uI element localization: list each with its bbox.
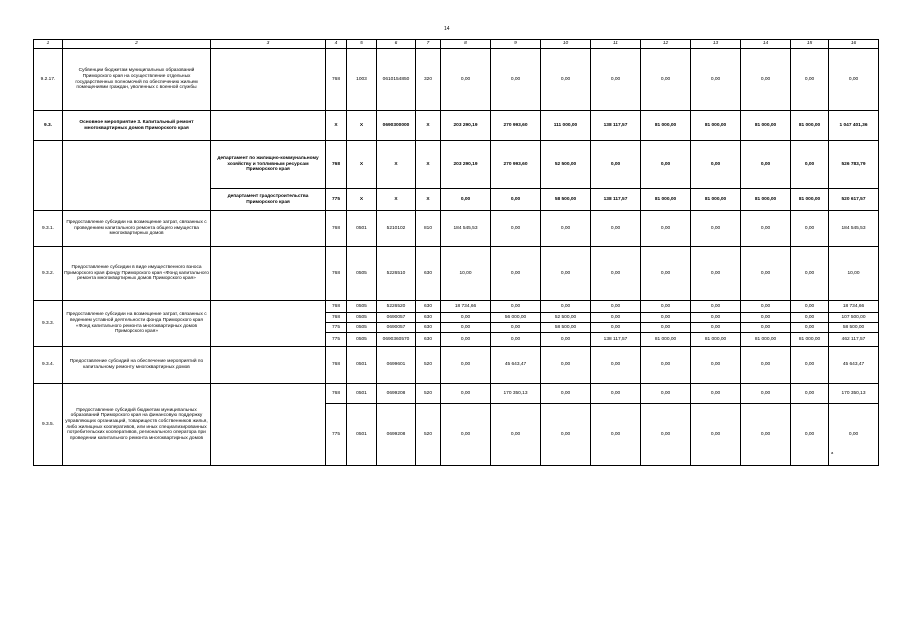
- cell-val: 184 545,53: [441, 211, 491, 247]
- cell-val: 0,00: [441, 49, 491, 111]
- cell-val: 0,00: [441, 313, 491, 323]
- cell-val: 0,00: [641, 247, 691, 301]
- cell-c6: 5226520: [377, 301, 416, 313]
- cell-val: 526 783,79: [829, 141, 879, 189]
- cell-c6: Х: [377, 189, 416, 211]
- cell-c7: 320: [416, 49, 441, 111]
- cell-val: 45 643,47: [829, 347, 879, 384]
- table-row: [34, 347, 879, 384]
- cell-val: 0,00: [741, 404, 791, 466]
- cell-val: 138 117,57: [591, 189, 641, 211]
- row-executor: [211, 111, 326, 141]
- column-header: 12: [641, 40, 691, 49]
- cell-val: 0,00: [741, 247, 791, 301]
- cell-val: 0,00: [791, 49, 829, 111]
- row-executor: [211, 301, 326, 347]
- cell-val: 18 734,66: [441, 301, 491, 313]
- cell-val: 0,00: [591, 347, 641, 384]
- cell-val: 0,00: [591, 49, 641, 111]
- cell-val: 270 993,60: [491, 111, 541, 141]
- cell-val: 81 000,00: [741, 189, 791, 211]
- cell-c4: 768: [326, 384, 347, 404]
- row-executor: департамент градостроительства Приморского края: [211, 189, 326, 211]
- cell-val: 0,00: [541, 49, 591, 111]
- cell-val: 81 000,00: [791, 189, 829, 211]
- cell-c6: 0690057: [377, 323, 416, 333]
- cell-val: 0,00: [741, 301, 791, 313]
- cell-val: 0,00: [641, 347, 691, 384]
- cell-c5: 0505: [347, 313, 377, 323]
- column-header: 7: [416, 40, 441, 49]
- cell-val: 111 000,00: [541, 111, 591, 141]
- cell-c7: 520: [416, 347, 441, 384]
- cell-val: 0,00: [541, 384, 591, 404]
- cell-c5: 0501: [347, 404, 377, 466]
- cell-val: 203 290,19: [441, 111, 491, 141]
- column-header: 15: [791, 40, 829, 49]
- cell-val: 0,00: [591, 404, 641, 466]
- cell-val: 0,00: [691, 247, 741, 301]
- column-header: 16: [829, 40, 879, 49]
- cell-val: 81 000,00: [691, 111, 741, 141]
- cell-val: 0,00: [541, 301, 591, 313]
- cell-val: 0,00: [491, 211, 541, 247]
- table-row: [34, 189, 879, 211]
- column-header: 13: [691, 40, 741, 49]
- column-header: 10: [541, 40, 591, 49]
- row-name: Субвенции бюджетам муниципальных образований Приморского края на осуществление отдельных государственных полномочий по обеспечению жильем помещениями граждан, уволенных с военной службы: [63, 49, 211, 111]
- page-number: 14: [444, 26, 450, 32]
- cell-c5: 0501: [347, 347, 377, 384]
- cell-c4: 768: [326, 301, 347, 313]
- cell-val: 520 617,57: [829, 189, 879, 211]
- row-number: [34, 189, 63, 211]
- cell-val: 0,00: [441, 347, 491, 384]
- cell-c7: 520: [416, 404, 441, 466]
- cell-val: 81 000,00: [641, 189, 691, 211]
- cell-c5: 0505: [347, 301, 377, 313]
- row-number: 9.3.4.: [34, 347, 63, 384]
- cell-val: 0,00: [491, 404, 541, 466]
- cell-c5: 0505: [347, 323, 377, 333]
- cell-val: 0,00: [791, 247, 829, 301]
- row-executor: [211, 384, 326, 466]
- cell-val: 0,00: [541, 211, 591, 247]
- cell-c6: 5226510: [377, 247, 416, 301]
- table-row: [34, 111, 879, 141]
- cell-val: 0,00: [591, 323, 641, 333]
- table-row: [34, 49, 879, 111]
- cell-c4: Х: [326, 111, 347, 141]
- cell-c4: 775: [326, 333, 347, 347]
- row-number: 9.3.: [34, 111, 63, 141]
- cell-val: 0,00: [791, 313, 829, 323]
- cell-c7: 630: [416, 313, 441, 323]
- cell-c7: Х: [416, 189, 441, 211]
- column-header: 11: [591, 40, 641, 49]
- row-name: Предоставление субсидий бюджетам муниципальных образований Приморского края на финансовую поддержку управляющих организаций, товариществ собственников жилья, либо жилищных кооперативов, или иных специализированных потребительских кооперативов, регионального оператора при проведении капитального ремонта многоквартирных домов: [63, 384, 211, 466]
- row-name: [63, 189, 211, 211]
- cell-val: 0,00: [791, 323, 829, 333]
- table-row: [34, 247, 879, 301]
- cell-val: 56 000,00: [491, 313, 541, 323]
- cell-val: 0,00: [491, 49, 541, 111]
- cell-c7: 630: [416, 333, 441, 347]
- cell-c6: 0690360570: [377, 333, 416, 347]
- cell-val: 0,00: [541, 404, 591, 466]
- row-executor: департамент по жилищно-коммунальному хозяйству и топливным ресурсам Приморского края: [211, 141, 326, 189]
- row-name: [63, 141, 211, 189]
- cell-val: 1 047 401,36: [829, 111, 879, 141]
- cell-val: 0,00: [791, 347, 829, 384]
- cell-val: 138 117,57: [591, 333, 641, 347]
- cell-val: 0,00: [791, 141, 829, 189]
- column-header: 6: [377, 40, 416, 49]
- cell-val: 0,00: [641, 404, 691, 466]
- cell-c5: Х: [347, 189, 377, 211]
- cell-c5: 0505: [347, 333, 377, 347]
- cell-c7: 630: [416, 247, 441, 301]
- cell-val: 0,00: [591, 247, 641, 301]
- cell-val: 203 290,19: [441, 141, 491, 189]
- cell-c7: 630: [416, 323, 441, 333]
- column-header: 8: [441, 40, 491, 49]
- column-header: 1: [34, 40, 63, 49]
- cell-val: 45 643,47: [491, 347, 541, 384]
- cell-val: 0,00: [441, 189, 491, 211]
- row-name: Предоставление субсидий на обеспечение мероприятий по капитальному ремонту многоквартирных домов: [63, 347, 211, 384]
- row-number: 9.3.5.: [34, 384, 63, 466]
- cell-c4: 768: [326, 141, 347, 189]
- cell-val: 0,00: [741, 49, 791, 111]
- cell-val: 0,00: [641, 323, 691, 333]
- cell-val: 0,00: [491, 247, 541, 301]
- cell-val: 52 500,00: [541, 141, 591, 189]
- cell-val: 81 000,00: [791, 333, 829, 347]
- cell-val: 462 117,57: [829, 333, 879, 347]
- cell-val: 0,00: [641, 313, 691, 323]
- cell-val: 0,00: [741, 384, 791, 404]
- cell-val: 58 500,00: [829, 323, 879, 333]
- cell-c6: 5210102: [377, 211, 416, 247]
- row-number: [34, 141, 63, 189]
- cell-val: 0,00: [829, 404, 879, 466]
- table-row: [34, 301, 879, 313]
- table-row: [34, 211, 879, 247]
- cell-val: 0,00: [691, 211, 741, 247]
- cell-val: 81 000,00: [741, 111, 791, 141]
- cell-val: 0,00: [491, 333, 541, 347]
- cell-val: 0,00: [441, 384, 491, 404]
- cell-c5: Х: [347, 111, 377, 141]
- cell-val: 107 500,00: [829, 313, 879, 323]
- cell-c6: 0699601: [377, 347, 416, 384]
- row-number: 9.3.2.: [34, 247, 63, 301]
- cell-val: 58 500,00: [541, 323, 591, 333]
- cell-c4: 768: [326, 211, 347, 247]
- column-header: 14: [741, 40, 791, 49]
- cell-val: 0,00: [491, 323, 541, 333]
- row-number: 9.3.3.: [34, 301, 63, 347]
- column-header: 4: [326, 40, 347, 49]
- header-row: [34, 40, 879, 49]
- row-name: Предоставление субсидии в виде имущественного взноса Приморского края фонду Приморского края «Фонд капитального ремонта многоквартирных домов Приморского края»: [63, 247, 211, 301]
- cell-c5: 0501: [347, 211, 377, 247]
- cell-val: 81 000,00: [691, 333, 741, 347]
- row-executor: [211, 211, 326, 247]
- cell-c4: 775: [326, 404, 347, 466]
- cell-val: 0,00: [541, 333, 591, 347]
- row-number: 9.3.1.: [34, 211, 63, 247]
- cell-val: 0,00: [741, 141, 791, 189]
- cell-val: 0,00: [441, 323, 491, 333]
- cell-val: 0,00: [591, 141, 641, 189]
- cell-c6: Х: [377, 141, 416, 189]
- cell-c5: Х: [347, 141, 377, 189]
- table-row: [34, 384, 879, 404]
- cell-val: 0,00: [829, 49, 879, 111]
- cell-val: 0,00: [591, 211, 641, 247]
- cell-val: 0,00: [491, 301, 541, 313]
- cell-c6: 0699208: [377, 384, 416, 404]
- cell-val: 0,00: [591, 313, 641, 323]
- column-header: 3: [211, 40, 326, 49]
- cell-val: 0,00: [741, 323, 791, 333]
- cell-val: 0,00: [641, 141, 691, 189]
- cell-val: 81 000,00: [741, 333, 791, 347]
- cell-val: 10,00: [441, 247, 491, 301]
- cell-val: 0,00: [641, 211, 691, 247]
- cell-c6: 0690300000: [377, 111, 416, 141]
- cell-c7: 630: [416, 301, 441, 313]
- row-executor: [211, 49, 326, 111]
- cell-c7: Х: [416, 141, 441, 189]
- cell-c7: 520: [416, 384, 441, 404]
- cell-c5: 1003: [347, 49, 377, 111]
- cell-c6: 0610154850: [377, 49, 416, 111]
- row-number: 9.2.17.: [34, 49, 63, 111]
- cell-val: 0,00: [741, 347, 791, 384]
- row-executor: [211, 247, 326, 301]
- cell-val: 58 500,00: [541, 189, 591, 211]
- cell-val: 170 350,13: [491, 384, 541, 404]
- cell-c7: Х: [416, 111, 441, 141]
- cell-val: 0,00: [491, 189, 541, 211]
- cell-val: 0,00: [591, 384, 641, 404]
- cell-val: 0,00: [441, 333, 491, 347]
- corner-mark: a: [831, 450, 834, 455]
- cell-val: 0,00: [691, 404, 741, 466]
- cell-val: 0,00: [641, 49, 691, 111]
- cell-val: 0,00: [691, 323, 741, 333]
- cell-c4: 768: [326, 347, 347, 384]
- cell-c4: 768: [326, 49, 347, 111]
- cell-val: 81 000,00: [641, 111, 691, 141]
- cell-val: 0,00: [691, 384, 741, 404]
- cell-c5: 0501: [347, 384, 377, 404]
- cell-c4: 768: [326, 313, 347, 323]
- cell-c4: 775: [326, 323, 347, 333]
- cell-val: 0,00: [641, 301, 691, 313]
- cell-val: 138 117,57: [591, 111, 641, 141]
- cell-val: 0,00: [791, 404, 829, 466]
- cell-val: 10,00: [829, 247, 879, 301]
- column-header: 2: [63, 40, 211, 49]
- cell-val: 170 350,13: [829, 384, 879, 404]
- cell-val: 0,00: [691, 141, 741, 189]
- cell-val: 0,00: [691, 313, 741, 323]
- cell-val: 0,00: [691, 347, 741, 384]
- cell-val: 0,00: [541, 247, 591, 301]
- cell-val: 0,00: [741, 313, 791, 323]
- budget-table: [33, 39, 879, 466]
- cell-val: 270 993,60: [491, 141, 541, 189]
- cell-val: 52 500,00: [541, 313, 591, 323]
- cell-val: 0,00: [691, 49, 741, 111]
- cell-c5: 0505: [347, 247, 377, 301]
- row-executor: [211, 347, 326, 384]
- cell-val: 0,00: [691, 301, 741, 313]
- cell-val: 0,00: [791, 211, 829, 247]
- cell-val: 0,00: [741, 211, 791, 247]
- cell-c4: 775: [326, 189, 347, 211]
- table-row: [34, 141, 879, 189]
- cell-val: 81 000,00: [791, 111, 829, 141]
- cell-c6: 0690057: [377, 313, 416, 323]
- cell-val: 0,00: [591, 301, 641, 313]
- row-name: Предоставление субсидии на возмещение затрат, связанных с ведением уставной деятельности фонда Приморского края «Фонд капитального ремонта многоквартирных домов Приморского края»: [63, 301, 211, 347]
- cell-val: 81 000,00: [691, 189, 741, 211]
- cell-c6: 0699208: [377, 404, 416, 466]
- cell-c7: 810: [416, 211, 441, 247]
- cell-val: 0,00: [791, 301, 829, 313]
- column-header: 9: [491, 40, 541, 49]
- cell-val: 81 000,00: [641, 333, 691, 347]
- cell-val: 0,00: [441, 404, 491, 466]
- cell-val: 0,00: [791, 384, 829, 404]
- cell-val: 184 545,53: [829, 211, 879, 247]
- row-name: Предоставление субсидии на возмещение затрат, связанных с проведением капитального ремонта общего имущества многоквартирных домов: [63, 211, 211, 247]
- cell-c4: 768: [326, 247, 347, 301]
- cell-val: 18 734,66: [829, 301, 879, 313]
- cell-val: 0,00: [541, 347, 591, 384]
- row-name: Основное мероприятие 3. Капитальный ремонт многоквартирных домов Приморского края: [63, 111, 211, 141]
- column-header: 5: [347, 40, 377, 49]
- cell-val: 0,00: [641, 384, 691, 404]
